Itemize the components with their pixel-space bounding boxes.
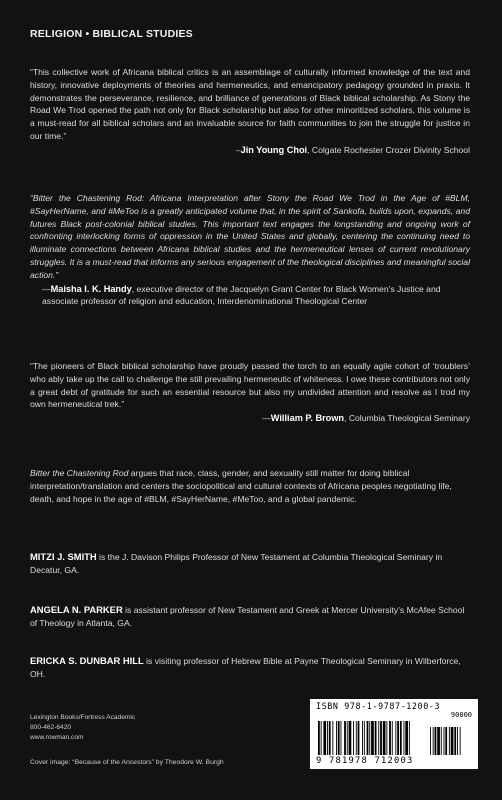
endorsement-attribution: –Jin Young Choi, Colgate Rochester Crozer Divinity School <box>235 144 470 155</box>
editor-bio-text: is assistant professor of New Testament and Greek at Mercer University’s McAfee School of Theology in Atlanta, GA. <box>30 605 465 628</box>
endorsement-3 <box>30 360 470 425</box>
endorser-name: William P. Brown <box>270 413 345 424</box>
editor-name: ERICKA S. DUNBAR HILL <box>30 655 144 666</box>
publisher-url: www.rowman.com <box>30 734 84 741</box>
editor-bio-3 <box>30 654 470 681</box>
publisher-info <box>30 713 135 743</box>
endorser-affiliation: , executive director of the Jacquelyn Grant Center for Black Women’s Justice and associate professor of religion and education, Interdenominational Theological Center <box>42 283 441 307</box>
book-title: Bitter the Chastening Rod <box>30 468 129 478</box>
endorsement-text: “The pioneers of Black biblical scholarship have proudly passed the torch to an equally agile cohort of ‘troublers’ who ably take up the call to challenge the still prevailing hermeneutic of whiteness. I owe these contributors not only a great debt of gratitude for such an essential resource but also my undivided attention and resolve as I trod my own hermeneutical trek.” <box>30 361 470 410</box>
category-label: RELIGION • BIBLICAL STUDIES <box>30 28 193 40</box>
editor-bio-2 <box>30 603 470 630</box>
editor-name: ANGELA N. PARKER <box>30 604 123 615</box>
endorsement-1 <box>30 66 470 157</box>
endorsement-attribution: —William P. Brown, Columbia Theological Seminary <box>262 413 470 424</box>
endorser-affiliation: , Columbia Theological Seminary <box>344 413 470 424</box>
editor-bio-text: is the J. Davison Philips Professor of New Testament at Columbia Theological Seminary in Decatur, GA. <box>30 552 443 575</box>
endorsement-attribution: —Maisha I. K. Handy, executive director of the Jacquelyn Grant Center for Black Women’s Justice and associate professor of religion and education, Interdenominational Theological Center <box>42 283 441 307</box>
book-description <box>30 467 470 506</box>
barcode-panel <box>310 699 478 769</box>
cover-credit: Cover image: “Because of the Ancestors” by Theodore W. Burgh <box>30 759 224 766</box>
barcode-icon <box>316 721 472 755</box>
editor-bio-text: is visiting professor of Hebrew Bible at Payne Theological Seminary in Wilberforce, OH. <box>30 656 461 679</box>
editor-name: MITZI J. SMITH <box>30 551 97 562</box>
endorser-name: Jin Young Choi <box>240 144 308 155</box>
endorser-name: Maisha I. K. Handy <box>50 283 132 294</box>
editor-bio-1 <box>30 550 470 577</box>
publisher-name: Lexington Books/Fortress Academic <box>30 714 136 721</box>
ean-number: 9 781978 712003 <box>316 756 414 766</box>
isbn-text: ISBN 978-1-9787-1200-3 <box>316 701 441 711</box>
endorser-affiliation: , Colgate Rochester Crozer Divinity School <box>307 144 470 155</box>
endorsement-text: “This collective work of Africana biblical critics is an assemblage of culturally informed knowledge of the text and history, innovative deployments of theories and hermeneutics, and emancipatory pedagogy grounded in praxis. It demonstrates the perseverance, resilience, and brilliance of generations of Black biblical scholarship. As Stony the Road We Trod opened the path not only for Black scholarship but also for other minoritized scholars, this volume is a must-read for all biblical scholars and an invaluable source for faith communities to join the struggle for justice in our time.” <box>30 67 470 141</box>
price-code: 90000 <box>450 711 472 719</box>
description-text: argues that race, class, gender, and sexuality still matter for doing biblical interpretation/translation and centers the sociopolitical and cultural contexts of Africana peoples negotiating life, death, and hope in the age of #BLM, #SayHerName, #MeToo, and a global pandemic. <box>30 468 452 504</box>
endorsement-2 <box>30 192 470 308</box>
endorsement-text: “Bitter the Chastening Rod: Africana Interpretation after Stony the Road We Trod in the Age of #BLM, #SayHerName, and #MeToo is a greatly anticipated volume that, in the spirit of Sankofa, builds upon, expands, and futures Black post-colonial biblical studies. This important text engages the longstanding and ongoing work of confronting interlocking forms of oppression in the United States and globally, centering the continuing need to illuminate connections between Africana biblical studies and the hermeneutical lenses of current revolutionary struggles. It is a must-read that informs any serious engagement of the theological disciplines and meaningful social action.” <box>30 193 470 280</box>
publisher-phone: 800-462-6420 <box>30 724 72 731</box>
